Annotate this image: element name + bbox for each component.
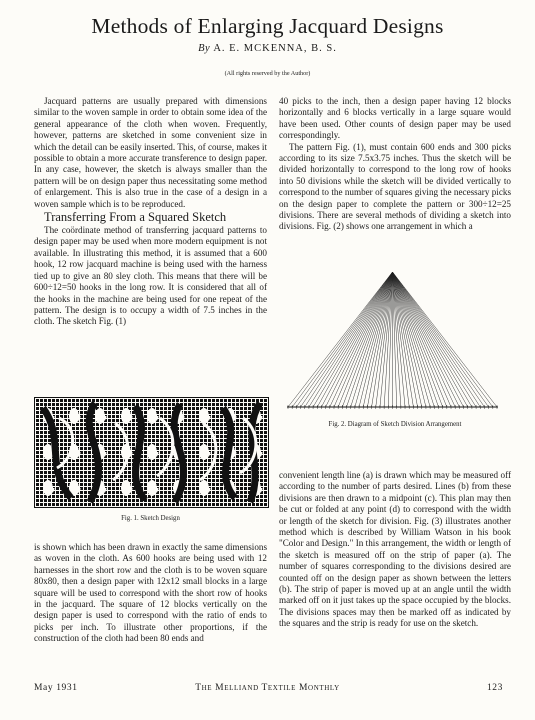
method-paragraph: The coördinate method of transferring jacquard patterns to design paper may be used when more modern equipment is not available. In illustrating this method, it is assumed that a 600 hook, 12 row jacquard machine is being used with the harness tied up to give an 80 sley cloth. This means that there will be 600÷12=50 hooks in the long row. It is considered that all of the hooks in the machine are being used for one repeat of the pattern. The design is to occupy a width of 7.5 inches in the cloth. The sketch Fig. (1)	[34, 225, 267, 327]
division-lines	[288, 272, 497, 409]
figure-1-caption: Fig. 1. Sketch Design	[121, 515, 180, 522]
rights-notice: (All rights reserved by the Author)	[224, 70, 311, 77]
section-subheading: Transferring From a Squared Sketch	[44, 210, 227, 225]
article-title: Methods of Enlarging Jacquard Designs	[91, 14, 444, 38]
division-line	[305, 272, 393, 407]
right-column-top	[279, 96, 511, 233]
division-line	[393, 272, 472, 407]
byline	[0, 43, 535, 54]
division-line	[292, 272, 392, 407]
division-line	[326, 272, 393, 407]
division-diagram-figure	[285, 268, 500, 411]
design-paper-paragraph: 40 picks to the inch, then a design paper having 12 blocks horizontally and 6 blocks vertically in a large square would have been used. Other counts of design paper may be used correspondingly.	[279, 96, 511, 141]
division-line	[393, 272, 431, 407]
division-line	[393, 272, 468, 407]
intro-paragraph: Jacquard patterns are usually prepared with dimensions similar to the woven sample in order to obtain some idea of the general appearance of the cloth when woven. Frequently, however, patterns are sketched in some convenient size in which the detail can be easily inserted. This, of course, makes it possible to obtain a more accurate transference to design paper. In any case, however, the sketch is always smaller than the pattern will be on design paper thus necessitating some method of enlargement. This is also true in the case of a design in a woven sample which is to be reproduced.	[34, 96, 267, 209]
sketch-design-figure	[34, 397, 269, 508]
footer-date: May 1931	[34, 683, 78, 693]
page-number: 123	[486, 683, 503, 693]
division-line	[355, 272, 393, 407]
continuation-paragraph: is shown which has been drawn in exactly the same dimensions as woven in the cloth. As 600 hooks are being used with 12 harnesses in the short row and the cloth is to be woven square 80x80, then a design paper with 12x12 small blocks in a large square will be used to correspond with the short row of hooks in the jacquard. The square of 12 blocks vertically on the design paper is used to correspond with the ratio of ends to picks per inch. To illustrate other proportions, if the construction of the cloth had been 80 ends and	[34, 542, 267, 644]
division-line	[330, 272, 393, 407]
division-line	[393, 272, 456, 407]
method-description-paragraph: convenient length line (a) is drawn which may be measured off according to the number of parts desired. Lines (b) from these divisions are then drawn to a midpoint (c). This plan may then be cut or folded at any point (d) to correspond with the width or length of the sketch for division. Fig. (3) illustrates another method which is described by William Watson in his book "Color and Design." In this arrangement, the width or length of the sketch is measured off on the strip of paper (a). The number of squares corresponding to the divisions desired are counted off on the design paper as shown between the letters (b). The strip of paper is moved up at an angle until the width marked off on it just takes up the space occupied by the blocks. The divisions spaces may then be marked off as indicated by the squares and the strip is ready for use on the sketch.	[279, 470, 511, 629]
division-line	[288, 272, 393, 407]
division-line	[313, 272, 392, 407]
byline-by: By	[198, 43, 211, 54]
left-column-top	[34, 96, 267, 328]
division-line	[393, 272, 426, 407]
footer-journal: The Melliand Textile Monthly	[195, 683, 340, 693]
pattern-paragraph: The pattern Fig. (1), must contain 600 ends and 300 picks according to its size 7.5x3.75 inches. Thus the sketch will be divided horizontally to correspond to the long row of hooks into 50 divisions while the sketch will be divided vertically to correspond to the number of squares giving the necessary picks on the design paper to complete the pattern or 300÷12=25 divisions. There are several methods of dividing a sketch into divisions. Fig. (2) shows one arrangement in which a	[279, 141, 511, 232]
division-line	[393, 272, 498, 407]
division-line	[317, 272, 392, 407]
division-line	[359, 272, 392, 407]
division-line	[393, 272, 452, 407]
right-column-bottom	[279, 470, 511, 630]
left-column-bottom	[34, 542, 267, 645]
division-line	[393, 272, 481, 407]
author-name: A. E. MCKENNA, B. S.	[213, 43, 337, 54]
sketch-design-pattern	[35, 398, 268, 507]
division-line	[393, 272, 460, 407]
division-line	[393, 272, 493, 407]
figure-2-caption: Fig. 2. Diagram of Sketch Division Arrangement	[328, 421, 462, 428]
division-line	[334, 272, 393, 407]
